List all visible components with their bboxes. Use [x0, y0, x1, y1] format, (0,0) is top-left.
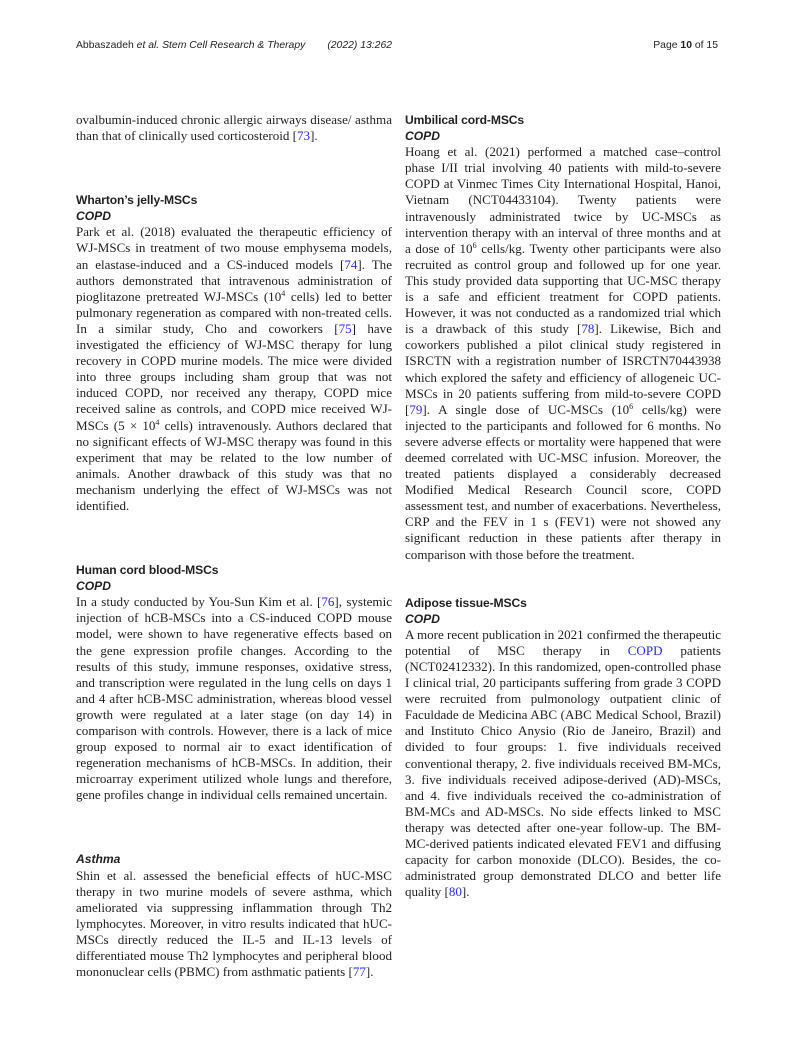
text: ]. Likewise, Bich and coworkers published a pilot clinical study registered in ISRCTN with a registration number of ISRCTN70443938 which explored the safety and efficiency of allogeneic UC-MSCs in 20 patients suffering from mild-to-severe COPD [: [405, 321, 721, 417]
text: A more recent publication in 2021 confirmed the therapeutic potential of MSC therapy in: [405, 626, 721, 658]
running-header: [76, 40, 718, 56]
text: Park et al. (2018) evaluated the therapeutic efficiency of WJ-MSCs in treatment of two mouse emphysema models, an elastase-induced and a CS-induced models [: [76, 224, 392, 272]
subsection-heading: COPD: [405, 611, 440, 626]
header-year-volume: (2022) 13:262: [327, 40, 393, 51]
intro-paragraph: [76, 112, 392, 144]
right-column: [405, 112, 721, 900]
page-current: 10: [680, 40, 692, 51]
citation-link-77[interactable]: 77: [352, 964, 366, 980]
section-heading: Wharton’s jelly-MSCs: [76, 193, 198, 208]
header-journal: Stem Cell Research & Therapy: [162, 40, 306, 51]
citation-line: [76, 40, 392, 51]
text: ]. A single dose of UC-MSCs (10: [422, 401, 630, 417]
section-heading: Human cord blood-MSCs: [76, 563, 219, 578]
subsection-heading: COPD: [76, 579, 111, 594]
citation-link-79[interactable]: 79: [409, 401, 423, 417]
text: ]. The authors demonstrated that intravenous administration of pioglitazone pretreated WJ-MSCs (10: [76, 256, 392, 304]
text: ] have investigated the efficiency of WJ-MSC therapy for lung recovery in COPD murine models. The mice were divided into three groups including sham group that was not induced COPD, nor received any therapy, COPD mice received saline as controls, and COPD mice received WJ-MSCs (5 × 10: [76, 320, 392, 433]
section-cord-blood: [76, 562, 392, 803]
page-label: Page: [653, 40, 678, 51]
text: cells/kg) were injected to the participants and followed for 6 months. No severe adverse effects or mortality were happened that were deemed correlated with UC-MSC infusion. Moreover, the treated patients displayed a considerably decreased Modified Medical Research Council score, COPD assessment test, and number of exacerbations. Nevertheless, CRP and the FEV in 1 s (FEV1) were not showed any significant reduction in these patients after therapy in comparison with those before the treatment.: [405, 401, 721, 562]
superscript: 6: [629, 401, 634, 411]
page-number: [653, 40, 718, 51]
section-asthma: [76, 851, 392, 980]
header-etal: et al.: [136, 40, 160, 51]
section-heading: Adipose tissue-MSCs: [405, 595, 527, 610]
body-paragraph: [76, 868, 392, 981]
subsection-heading: COPD: [405, 129, 440, 144]
citation-link-73[interactable]: 73: [297, 128, 311, 144]
section-adipose-tissue: [405, 595, 721, 901]
citation-link-74[interactable]: 74: [344, 256, 358, 272]
text: cells) intravenously. Authors declared that no significant effects of WJ-MSC therapy was found in this experiment that may be related to the low number of animals. Another drawback of this study was that no mechanism underlying the effect of WJ-MSCs was not identified.: [76, 417, 393, 513]
text: ].: [461, 884, 470, 900]
text: ], systemic injection of hCB-MSCs into a CS-induced COPD mouse model, were shown to have regenerative effects based on the gene expression profile changes. According to the results of this study, immune responses, oxidative stress, and transcription were regulated in the lung cells on days 1 and 4 after hCB-MSC administration, whereas blood vessel growth were regulated at a later stage (on day 14) in comparison with controls. However, there is a lack of mice group exposed to normal air to exact identification of regeneration mechanisms of hCB-MSCs. In addition, their microarray experiment utilized whole lungs and therefore, gene profiles change in individual cells remained uncertain.: [76, 594, 392, 803]
page-total: of 15: [694, 40, 718, 51]
body-paragraph: [405, 627, 721, 901]
text: Hoang et al. (2021) performed a matched case–control phase I/II trial involving 40 patients with mild-to-severe COPD at Vinmec Times City International Hospital, Hanoi, Vietnam (NCT04433104). Twenty patients were intravenously administrated twice by UC-MSCs as intervention therapy with an interval of three months and at a dose of 10: [405, 144, 721, 256]
header-authors: Abbaszadeh: [76, 40, 134, 51]
text: ].: [310, 128, 318, 144]
left-column: [76, 112, 392, 980]
text: patients (NCT02412332). In this randomized, open-controlled phase I clinical trial, 20 participants suffering from grade 3 COPD were recruited from pulmonology outpatient clinic of Faculdade de Medicina ABC (ABC Medical School, Brazil) and Instituto Chico Anysio (Rio de Janeiro, Brazil) and divided to four groups: 1. five individuals received conventional therapy, 2. five individuals received BM-MCs, 3. five individuals received adipose-derived (AD)-MSCs, and 4. five individuals received the co-administration of BM-MCs and AD-MSCs. No side effects linked to MSC therapy was detected after one-year follow-up. The BM-MC-derived patients indicated elevated FEV1 and diffusing capacity for carbon monoxide (DLCO). Besides, the co-administrated group demonstrated DLCO and better life quality [: [405, 642, 721, 900]
section-heading: Umbilical cord-MSCs: [405, 113, 525, 127]
citation-link-75[interactable]: 75: [338, 320, 352, 336]
body-paragraph: [76, 594, 392, 803]
text: In a study conducted by You-Sun Kim et al. [: [76, 594, 322, 610]
text: cells/kg. Twenty other participants were also recruited as control group and followed up for one year. This study provided data supporting that UC-MSC therapy is a safe and efficient treatment for COPD patients. However, it was not conducted as a randomized trial which is a drawback of this study [: [405, 240, 722, 337]
section-umbilical-cord: [405, 112, 721, 563]
section-whartons-jelly: [76, 192, 392, 514]
spacer: [76, 803, 392, 851]
text: ovalbumin-induced chronic allergic airways disease/ asthma than that of clinically used corticosteroid [: [76, 112, 392, 144]
spacer: [76, 514, 392, 562]
subsection-heading: COPD: [76, 209, 111, 224]
citation-link-76[interactable]: 76: [321, 594, 335, 610]
copd-link[interactable]: COPD: [627, 642, 663, 658]
citation-link-78[interactable]: 78: [581, 321, 595, 337]
superscript: 4: [281, 288, 286, 298]
body-paragraph: [405, 144, 721, 562]
text: Shin et al. assessed the beneficial effects of hUC-MSC therapy in two murine models of severe asthma, which ameliorated via suppressing inflammation through Th2 lymphocytes. Moreover, in vitro results indicated that hUC-MSCs directly reduced the IL-5 and IL-13 levels of differentiated mouse Th2 lymphocytes and peripheral blood mononuclear cells (PBMC) from asthmatic patients [: [76, 867, 392, 980]
spacer: [76, 144, 392, 192]
subsection-heading: Asthma: [76, 852, 121, 867]
citation-link-80[interactable]: 80: [448, 884, 462, 900]
text: cells) led to better pulmonary regeneration as compared with non-treated cells. In a similar study, Cho and coworkers [: [76, 288, 392, 336]
spacer: [405, 563, 721, 595]
text: ].: [365, 964, 374, 980]
superscript: 6: [472, 240, 477, 250]
body-paragraph: [76, 224, 392, 514]
superscript: 4: [155, 417, 160, 427]
